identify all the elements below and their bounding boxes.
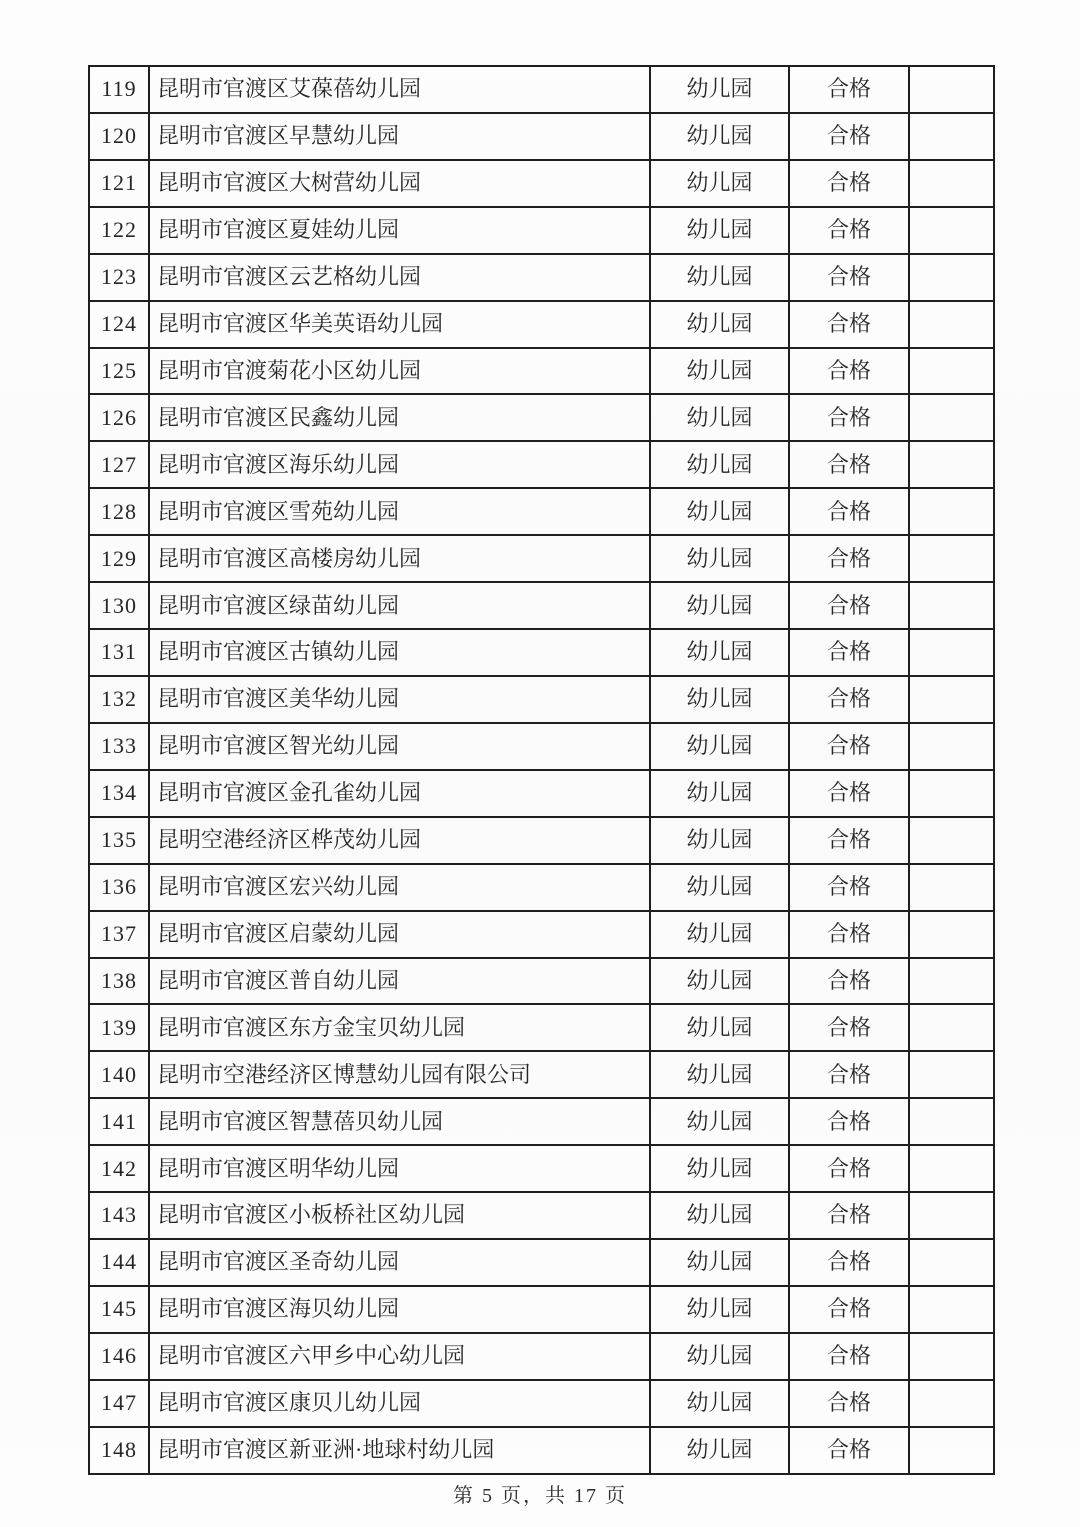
table-row: [89, 958, 994, 1005]
row-type: 幼儿园: [650, 958, 789, 1005]
kindergarten-inspection-table: [88, 65, 995, 1475]
table-row: [89, 1004, 994, 1051]
row-type: 幼儿园: [650, 254, 789, 301]
row-number: 130: [89, 582, 149, 629]
row-result: 合格: [789, 1192, 909, 1239]
row-empty-cell: [909, 1051, 994, 1098]
table-row: [89, 1333, 994, 1380]
row-type: 幼儿园: [650, 911, 789, 958]
row-type: 幼儿园: [650, 676, 789, 723]
table-row: [89, 160, 994, 207]
row-type: 幼儿园: [650, 1098, 789, 1145]
row-result: 合格: [789, 535, 909, 582]
table-row: [89, 676, 994, 723]
row-number: 137: [89, 911, 149, 958]
row-result: 合格: [789, 348, 909, 395]
table-row: [89, 441, 994, 488]
row-number: 142: [89, 1145, 149, 1192]
row-type: 幼儿园: [650, 582, 789, 629]
table-row: [89, 1098, 994, 1145]
row-empty-cell: [909, 160, 994, 207]
row-school-name: 昆明市官渡区夏娃幼儿园: [149, 207, 650, 254]
row-school-name: 昆明市官渡区明华幼儿园: [149, 1145, 650, 1192]
row-school-name: 昆明市官渡区小板桥社区幼儿园: [149, 1192, 650, 1239]
row-school-name: 昆明市官渡区智光幼儿园: [149, 723, 650, 770]
row-type: 幼儿园: [650, 770, 789, 817]
table-row: [89, 582, 994, 629]
row-school-name: 昆明市官渡区海贝幼儿园: [149, 1286, 650, 1333]
row-school-name: 昆明市官渡区艾葆蓓幼儿园: [149, 66, 650, 113]
row-type: 幼儿园: [650, 723, 789, 770]
row-school-name: 昆明市官渡区华美英语幼儿园: [149, 301, 650, 348]
row-school-name: 昆明市官渡区康贝儿幼儿园: [149, 1380, 650, 1427]
row-result: 合格: [789, 864, 909, 911]
row-result: 合格: [789, 629, 909, 676]
row-school-name: 昆明市官渡区圣奇幼儿园: [149, 1239, 650, 1286]
row-result: 合格: [789, 1004, 909, 1051]
row-result: 合格: [789, 254, 909, 301]
row-empty-cell: [909, 911, 994, 958]
row-number: 144: [89, 1239, 149, 1286]
row-empty-cell: [909, 958, 994, 1005]
row-number: 128: [89, 488, 149, 535]
row-empty-cell: [909, 1239, 994, 1286]
table-row: [89, 66, 994, 113]
row-number: 138: [89, 958, 149, 1005]
row-school-name: 昆明市官渡区宏兴幼儿园: [149, 864, 650, 911]
row-empty-cell: [909, 1004, 994, 1051]
row-type: 幼儿园: [650, 348, 789, 395]
row-school-name: 昆明市官渡区早慧幼儿园: [149, 113, 650, 160]
row-result: 合格: [789, 66, 909, 113]
table-row: [89, 817, 994, 864]
page-number-footer: 第 5 页，共 17 页: [453, 1485, 627, 1507]
row-empty-cell: [909, 441, 994, 488]
row-empty-cell: [909, 66, 994, 113]
row-number: 140: [89, 1051, 149, 1098]
row-type: 幼儿园: [650, 1427, 789, 1474]
row-result: 合格: [789, 1380, 909, 1427]
row-school-name: 昆明市空港经济区博慧幼儿园有限公司: [149, 1051, 650, 1098]
row-type: 幼儿园: [650, 1286, 789, 1333]
row-school-name: 昆明市官渡区大树营幼儿园: [149, 160, 650, 207]
row-number: 136: [89, 864, 149, 911]
row-number: 146: [89, 1333, 149, 1380]
row-empty-cell: [909, 535, 994, 582]
row-empty-cell: [909, 207, 994, 254]
row-number: 132: [89, 676, 149, 723]
row-result: 合格: [789, 1239, 909, 1286]
table-row: [89, 770, 994, 817]
row-school-name: 昆明市官渡区高楼房幼儿园: [149, 535, 650, 582]
row-empty-cell: [909, 676, 994, 723]
row-number: 131: [89, 629, 149, 676]
row-result: 合格: [789, 770, 909, 817]
row-type: 幼儿园: [650, 301, 789, 348]
row-empty-cell: [909, 113, 994, 160]
row-school-name: 昆明市官渡区绿苗幼儿园: [149, 582, 650, 629]
row-empty-cell: [909, 629, 994, 676]
row-type: 幼儿园: [650, 629, 789, 676]
row-number: 133: [89, 723, 149, 770]
row-result: 合格: [789, 488, 909, 535]
row-type: 幼儿园: [650, 207, 789, 254]
row-empty-cell: [909, 254, 994, 301]
row-result: 合格: [789, 441, 909, 488]
row-number: 145: [89, 1286, 149, 1333]
row-empty-cell: [909, 1145, 994, 1192]
row-result: 合格: [789, 1051, 909, 1098]
row-empty-cell: [909, 1098, 994, 1145]
row-result: 合格: [789, 723, 909, 770]
row-empty-cell: [909, 770, 994, 817]
table-row: [89, 864, 994, 911]
row-type: 幼儿园: [650, 488, 789, 535]
table-row: [89, 1380, 994, 1427]
row-number: 127: [89, 441, 149, 488]
row-school-name: 昆明空港经济区桦茂幼儿园: [149, 817, 650, 864]
row-empty-cell: [909, 864, 994, 911]
row-type: 幼儿园: [650, 394, 789, 441]
table-row: [89, 301, 994, 348]
row-school-name: 昆明市官渡区东方金宝贝幼儿园: [149, 1004, 650, 1051]
row-number: 122: [89, 207, 149, 254]
row-empty-cell: [909, 1286, 994, 1333]
table-row: [89, 1145, 994, 1192]
row-empty-cell: [909, 348, 994, 395]
row-number: 135: [89, 817, 149, 864]
row-result: 合格: [789, 207, 909, 254]
row-school-name: 昆明市官渡区启蒙幼儿园: [149, 911, 650, 958]
row-empty-cell: [909, 723, 994, 770]
table-row: [89, 911, 994, 958]
row-school-name: 昆明市官渡区云艺格幼儿园: [149, 254, 650, 301]
table-row: [89, 207, 994, 254]
row-result: 合格: [789, 1145, 909, 1192]
row-result: 合格: [789, 958, 909, 1005]
row-number: 134: [89, 770, 149, 817]
row-school-name: 昆明市官渡菊花小区幼儿园: [149, 348, 650, 395]
row-type: 幼儿园: [650, 1192, 789, 1239]
row-result: 合格: [789, 676, 909, 723]
row-empty-cell: [909, 1427, 994, 1474]
row-empty-cell: [909, 301, 994, 348]
row-school-name: 昆明市官渡区古镇幼儿园: [149, 629, 650, 676]
row-type: 幼儿园: [650, 160, 789, 207]
row-result: 合格: [789, 1286, 909, 1333]
table-row: [89, 1427, 994, 1474]
row-number: 148: [89, 1427, 149, 1474]
row-type: 幼儿园: [650, 1239, 789, 1286]
row-result: 合格: [789, 1427, 909, 1474]
table-body: [89, 66, 994, 1474]
table-row: [89, 1192, 994, 1239]
row-result: 合格: [789, 113, 909, 160]
row-type: 幼儿园: [650, 1004, 789, 1051]
row-type: 幼儿园: [650, 535, 789, 582]
row-number: 123: [89, 254, 149, 301]
row-number: 120: [89, 113, 149, 160]
row-number: 121: [89, 160, 149, 207]
row-school-name: 昆明市官渡区民鑫幼儿园: [149, 394, 650, 441]
table-row: [89, 1051, 994, 1098]
row-number: 126: [89, 394, 149, 441]
row-empty-cell: [909, 817, 994, 864]
table-row: [89, 348, 994, 395]
row-number: 139: [89, 1004, 149, 1051]
row-school-name: 昆明市官渡区六甲乡中心幼儿园: [149, 1333, 650, 1380]
row-type: 幼儿园: [650, 864, 789, 911]
table-row: [89, 629, 994, 676]
row-result: 合格: [789, 1333, 909, 1380]
table-row: [89, 1286, 994, 1333]
row-type: 幼儿园: [650, 113, 789, 160]
row-number: 125: [89, 348, 149, 395]
table-row: [89, 535, 994, 582]
row-number: 147: [89, 1380, 149, 1427]
row-number: 119: [89, 66, 149, 113]
row-number: 143: [89, 1192, 149, 1239]
row-type: 幼儿园: [650, 1380, 789, 1427]
row-result: 合格: [789, 582, 909, 629]
row-number: 129: [89, 535, 149, 582]
row-empty-cell: [909, 488, 994, 535]
row-school-name: 昆明市官渡区智慧蓓贝幼儿园: [149, 1098, 650, 1145]
table-row: [89, 488, 994, 535]
table-row: [89, 113, 994, 160]
table-row: [89, 394, 994, 441]
row-school-name: 昆明市官渡区新亚洲·地球村幼儿园: [149, 1427, 650, 1474]
row-empty-cell: [909, 1192, 994, 1239]
row-type: 幼儿园: [650, 1145, 789, 1192]
row-type: 幼儿园: [650, 66, 789, 113]
row-type: 幼儿园: [650, 817, 789, 864]
row-type: 幼儿园: [650, 1333, 789, 1380]
row-school-name: 昆明市官渡区海乐幼儿园: [149, 441, 650, 488]
table-row: [89, 254, 994, 301]
row-type: 幼儿园: [650, 1051, 789, 1098]
row-result: 合格: [789, 817, 909, 864]
row-empty-cell: [909, 1380, 994, 1427]
table-row: [89, 723, 994, 770]
row-school-name: 昆明市官渡区美华幼儿园: [149, 676, 650, 723]
row-school-name: 昆明市官渡区普自幼儿园: [149, 958, 650, 1005]
row-number: 124: [89, 301, 149, 348]
row-result: 合格: [789, 911, 909, 958]
row-number: 141: [89, 1098, 149, 1145]
row-empty-cell: [909, 1333, 994, 1380]
table-row: [89, 1239, 994, 1286]
row-type: 幼儿园: [650, 441, 789, 488]
row-result: 合格: [789, 1098, 909, 1145]
row-school-name: 昆明市官渡区雪苑幼儿园: [149, 488, 650, 535]
row-result: 合格: [789, 160, 909, 207]
row-school-name: 昆明市官渡区金孔雀幼儿园: [149, 770, 650, 817]
row-result: 合格: [789, 301, 909, 348]
row-empty-cell: [909, 394, 994, 441]
row-empty-cell: [909, 582, 994, 629]
row-result: 合格: [789, 394, 909, 441]
